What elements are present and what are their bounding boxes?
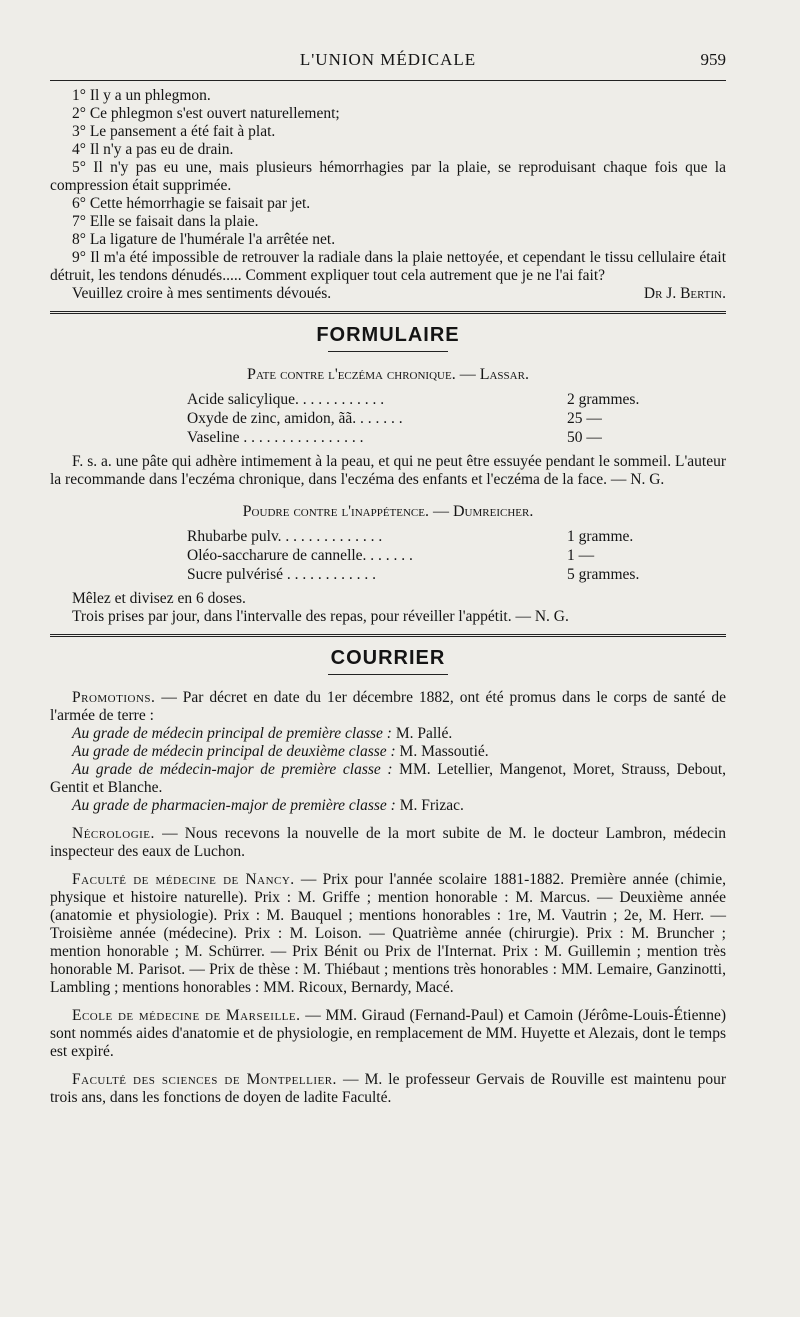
promo-line: Au grade de pharmacien-major de première classe : M. Frizac. xyxy=(72,797,464,814)
marseille-paragraph: Ecole de médecine de Marseille. — MM. Giraud (Fernand-Paul) et Camoin (Jérôme-Louis-Étienne) sont nommés aides d'anatomie et de physiologie, en remplacement de MM. Huyette et Alezais, dont le temps est expiré. xyxy=(50,1007,726,1060)
list-item: 5° Il n'y pas eu une, mais plusieurs hémorrhagies par la plaie, se reproduisant chaque fois que la compression était supprimée. xyxy=(50,159,726,194)
page-number: 959 xyxy=(700,50,726,69)
ingredient-name: Acide salicylique. . . . . . . . . . . . xyxy=(187,391,385,408)
closing-line: Veuillez croire à mes sentiments dévoués. xyxy=(72,285,332,302)
recipe-note: F. s. a. une pâte qui adhère intimement à la peau, et qui ne peut être essuyée pendant le sommeil. L'auteur la recommande dans l'eczéma chronique, dans l'eczéma des enfants et l'eczéma de la face. — N. G. xyxy=(50,453,726,488)
promo-line: Au grade de médecin principal de deuxième classe : M. Massoutié. xyxy=(72,743,489,760)
section-label: Nécrologie. xyxy=(72,825,155,842)
recipe-note: Mêlez et divisez en 6 doses. xyxy=(72,590,246,607)
list-item: 4° Il n'y a pas eu de drain. xyxy=(72,141,234,158)
section-divider xyxy=(50,311,726,314)
ingredient-row xyxy=(187,565,687,584)
text-column xyxy=(50,46,726,1107)
list-item: 8° La ligature de l'humérale l'a arrêtée net. xyxy=(72,231,336,248)
letter-list xyxy=(50,87,726,303)
ingredient-row xyxy=(187,428,687,447)
ingredient-name: Vaseline . . . . . . . . . . . . . . . . xyxy=(187,429,364,446)
necrologie-paragraph: Nécrologie. — Nous recevons la nouvelle de la mort subite de M. le docteur Lambron, médecin inspecteur des eaux de Luchon. xyxy=(50,825,727,860)
header-rule xyxy=(50,80,726,81)
ingredient-qty: 1 gramme. xyxy=(567,528,634,545)
signature: Dr J. Bertin. xyxy=(643,285,726,302)
promotions-paragraph: Promotions. — Par décret en date du 1er décembre 1882, ont été promus dans le corps de santé de l'armée de terre : xyxy=(50,689,726,724)
recipe-note: Trois prises par jour, dans l'intervalle des repas, pour réveiller l'appétit. — N. G. xyxy=(72,608,569,625)
ingredient-qty: 2 grammes. xyxy=(567,391,640,408)
list-item: 2° Ce phlegmon s'est ouvert naturellement; xyxy=(72,105,340,122)
recipe-title: Pate contre l'eczéma chronique. — Lassar. xyxy=(247,366,529,383)
ingredient-row xyxy=(187,390,687,409)
ingredient-name: Rhubarbe pulv. . . . . . . . . . . . . . xyxy=(187,528,383,545)
ingredient-name: Oxyde de zinc, amidon, ãã. . . . . . . xyxy=(187,410,403,427)
section-label: Faculté de médecine de Nancy. xyxy=(72,871,295,888)
list-item: 7° Elle se faisait dans la plaie. xyxy=(72,213,259,230)
heading-underline xyxy=(328,351,448,352)
ingredient-name: Oléo-saccharure de cannelle. . . . . . . xyxy=(187,547,413,564)
section-label: Promotions. xyxy=(72,689,156,706)
section-divider xyxy=(50,634,726,637)
list-item: 6° Cette hémorrhagie se faisait par jet. xyxy=(72,195,311,212)
promo-line: Au grade de médecin-major de première classe : MM. Letellier, Mangenot, Moret, Strauss, Debout, Gentit et Blanche. xyxy=(50,761,726,796)
ingredient-row xyxy=(187,546,687,565)
promo-line: Au grade de médecin principal de première classe : M. Pallé. xyxy=(72,725,453,742)
journal-title: L'UNION MÉDICALE xyxy=(299,50,477,69)
nancy-paragraph: Faculté de médecine de Nancy. — Prix pour l'année scolaire 1881-1882. Première année (chimie, physique et histoire naturelle). Prix : M. Griffe ; mention honorable : M. Marcus. — Deuxième année (anatomie et physiologie). Prix : M. Bauquel ; mentions honorables : 1re, M. Vautrin ; 2e, M. Herr. — Troisième année (médecine). Prix : M. Loison. — Quatrième année (chirurgie). Prix : M. Bruncher ; mention honorable ; M. Schürrer. — Prix Bénit ou Prix de l'Internat. Prix : M. Guillemin ; mention très honorable M. Parisot. — Prix de thèse : M. Thiébaut ; mentions très honorables : MM. Lemaire, Ganzinotti, Lambling ; mentions honorables : MM. Ricoux, Bernardy, Macé. xyxy=(50,871,726,996)
ingredient-qty: 50 — xyxy=(567,429,602,446)
section-label: Ecole de médecine de Marseille. xyxy=(72,1007,301,1024)
list-item: 1° Il y a un phlegmon. xyxy=(72,87,211,104)
courrier-heading: COURRIER xyxy=(330,647,446,669)
ingredient-qty: 25 — xyxy=(567,410,602,427)
recipe-ingredients xyxy=(50,527,726,584)
list-item: 9° Il m'a été impossible de retrouver la radiale dans la plaie nettoyée, et cependant le tissu cellulaire était détruit, les tendons dénudés..... Comment expliquer tout cela autrement que je ne l'ai fait? xyxy=(50,249,726,284)
ingredient-row xyxy=(187,409,687,428)
ingredient-qty: 1 — xyxy=(567,547,595,564)
montpellier-paragraph: Faculté des sciences de Montpellier. — M. le professeur Gervais de Rouville est maintenu pour trois ans, dans les fonctions de doyen de ladite Faculté. xyxy=(50,1071,727,1106)
recipe-title: Poudre contre l'inappétence. — Dumreicher. xyxy=(242,503,534,520)
ingredient-qty: 5 grammes. xyxy=(567,566,640,583)
formulaire-heading: FORMULAIRE xyxy=(316,324,460,346)
section-label: Faculté des sciences de Montpellier. xyxy=(72,1071,337,1088)
ingredient-row xyxy=(187,527,687,546)
recipe-ingredients xyxy=(50,390,726,447)
heading-underline xyxy=(328,674,448,675)
list-item: 3° Le pansement a été fait à plat. xyxy=(72,123,276,140)
running-header xyxy=(50,46,726,74)
ingredient-name: Sucre pulvérisé . . . . . . . . . . . . xyxy=(187,566,376,583)
